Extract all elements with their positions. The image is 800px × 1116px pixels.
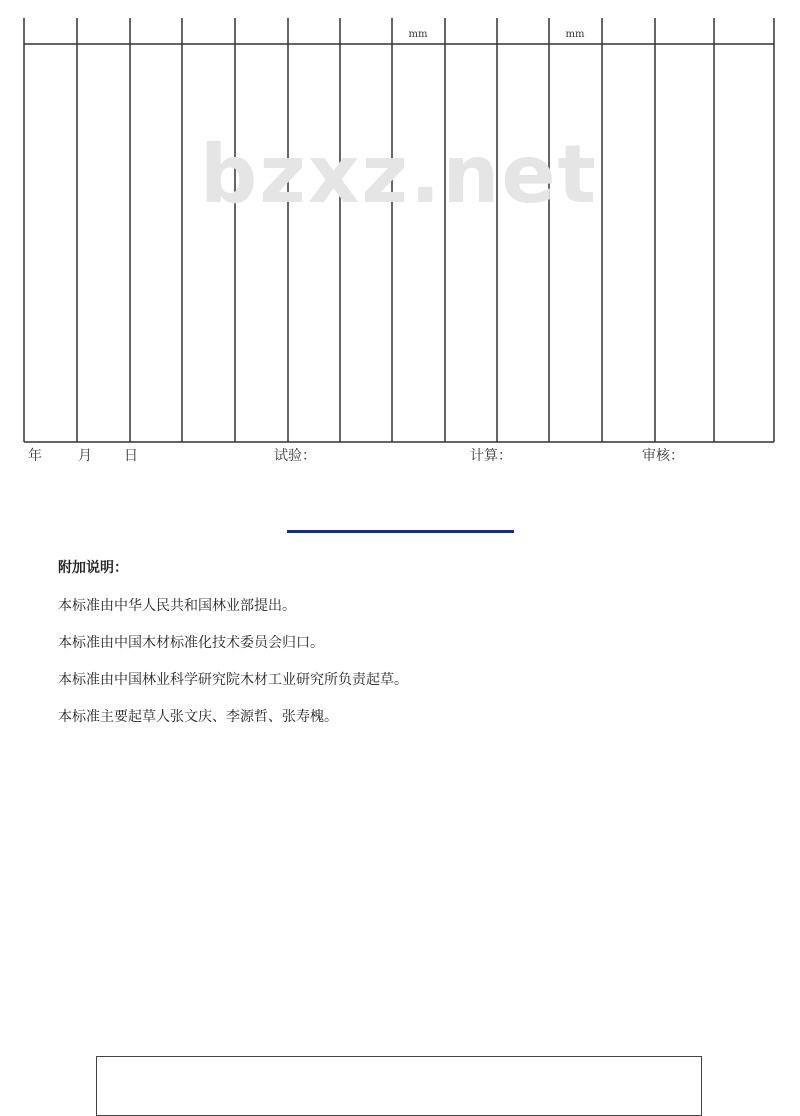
signature-review: 审核：	[642, 448, 684, 464]
signature-month: 月	[78, 448, 92, 464]
section-divider	[287, 530, 514, 533]
unit-label-mm-1: mm	[408, 29, 428, 40]
additional-notes	[58, 558, 758, 744]
note-line: 本标准由中华人民共和国林业部提出。	[58, 598, 296, 614]
signature-test: 试验：	[274, 448, 316, 464]
signature-calc: 计算：	[470, 448, 512, 464]
signature-day: 日	[124, 448, 138, 464]
notes-title: 附加说明：	[58, 560, 128, 576]
note-line: 本标准由中国木材标准化技术委员会归口。	[58, 635, 324, 651]
footer-box	[96, 1056, 702, 1116]
note-line: 本标准主要起草人张文庆、李源哲、张寿槐。	[58, 709, 338, 725]
form-table-grid	[0, 0, 800, 445]
signature-year: 年	[28, 448, 42, 464]
unit-label-mm-2: mm	[565, 29, 585, 40]
note-line: 本标准由中国林业科学研究院木材工业研究所负责起草。	[58, 672, 408, 688]
watermark: bzxz.net	[200, 128, 598, 221]
